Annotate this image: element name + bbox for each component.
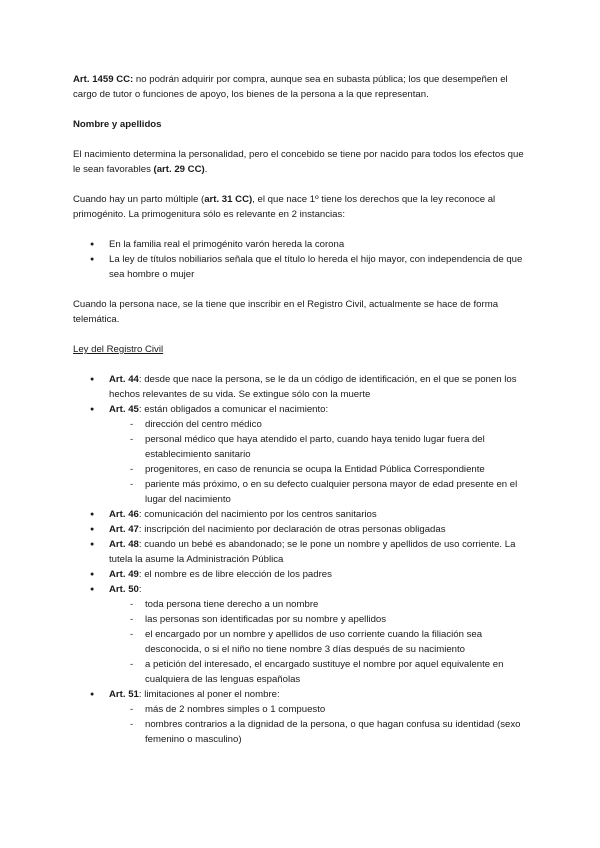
article-text: : el nombre es de libre elección de los padres bbox=[138, 569, 332, 580]
article-item bbox=[73, 537, 528, 567]
article-ref: Art. 46 bbox=[109, 509, 139, 520]
paragraph-text: . bbox=[204, 164, 208, 175]
article-item bbox=[73, 522, 528, 537]
sub-list-item: - toda persona tiene derecho a un nombre bbox=[109, 597, 528, 612]
sub-list-item: - a petición del interesado, el encargado sustituye el nombre por aquel equivalente en cualquiera de las lenguas españolas bbox=[109, 657, 528, 687]
sub-list-item: - dirección del centro médico bbox=[109, 417, 528, 432]
document-page bbox=[73, 72, 528, 747]
article-ref: Art. 50 bbox=[109, 584, 139, 595]
article-ref: Art. 47 bbox=[109, 524, 139, 535]
list-item: ● La ley de títulos nobiliarios señala que el título lo hereda el hijo mayor, con independencia de que sea hombre o mujer bbox=[73, 252, 528, 282]
article-text: : comunicación del nacimiento por los centros sanitarios bbox=[138, 509, 377, 520]
article-item bbox=[73, 567, 528, 582]
article-ref: Art. 1459 CC: bbox=[73, 74, 134, 85]
paragraph-art-1459 bbox=[73, 72, 528, 102]
sub-list bbox=[109, 597, 528, 687]
paragraph-parto-multiple bbox=[73, 192, 528, 222]
paragraph-text: , el que nace 1º tiene los derechos que la ley reconoce al primogénito. La primogenitura sólo es relevante en 2 instancias: bbox=[73, 194, 496, 220]
sub-list-item: - el encargado por un nombre y apellidos de uso corriente cuando la filiación sea desconocida, o si el niño no tiene nombre 3 días después de su nacimiento bbox=[109, 627, 528, 657]
section-heading-ley-registro: Ley del Registro Civil bbox=[73, 344, 164, 355]
article-text: : bbox=[138, 584, 142, 595]
article-item bbox=[73, 402, 528, 507]
sub-list bbox=[109, 702, 528, 747]
article-item bbox=[73, 507, 528, 522]
paragraph-text: El nacimiento determina la personalidad, pero el concebido se tiene por nacido para todos los efectos que le sean favorables bbox=[73, 149, 524, 175]
article-text: : cuando un bebé es abandonado; se le pone un nombre y apellidos de uso corriente. La tutela la asume la Administración Pública bbox=[109, 539, 516, 565]
article-text: : desde que nace la persona, se le da un código de identificación, en el que se ponen los hechos relevantes de su vida. Se extingue sólo con la muerte bbox=[109, 374, 517, 400]
article-text: : inscripción del nacimiento por declaración de otras personas obligadas bbox=[138, 524, 446, 535]
primogenitura-list bbox=[73, 237, 528, 282]
article-ref: Art. 48 bbox=[109, 539, 139, 550]
article-ref: Art. 45 bbox=[109, 404, 139, 415]
article-ref: Art. 44 bbox=[109, 374, 139, 385]
section-heading-nombre: Nombre y apellidos bbox=[73, 119, 162, 130]
article-text: : están obligados a comunicar el nacimiento: bbox=[138, 404, 329, 415]
article-text: : limitaciones al poner el nombre: bbox=[138, 689, 280, 700]
article-ref: art. 31 CC) bbox=[204, 194, 253, 205]
article-ref: Art. 51 bbox=[109, 689, 139, 700]
paragraph-nacimiento bbox=[73, 147, 528, 177]
sub-list-item: - nombres contrarios a la dignidad de la persona, o que hagan confusa su identidad (sexo femenino o masculino) bbox=[109, 717, 528, 747]
sub-list-item: - pariente más próximo, o en su defecto cualquier persona mayor de edad presente en el lugar del nacimiento bbox=[109, 477, 528, 507]
article-item bbox=[73, 687, 528, 747]
sub-list-item: - más de 2 nombres simples o 1 compuesto bbox=[109, 702, 528, 717]
paragraph-text: no podrán adquirir por compra, aunque sea en subasta pública; los que desempeñen el cargo de tutor o funciones de apoyo, los bienes de la persona a la que representan. bbox=[73, 74, 508, 100]
list-item: ● En la familia real el primogénito varón hereda la corona bbox=[73, 237, 528, 252]
sub-list-item: - las personas son identificadas por su nombre y apellidos bbox=[109, 612, 528, 627]
article-ref: (art. 29 CC) bbox=[153, 164, 205, 175]
sub-list-item: - progenitores, en caso de renuncia se ocupa la Entidad Pública Correspondiente bbox=[109, 462, 528, 477]
article-ref: Art. 49 bbox=[109, 569, 139, 580]
sub-list-item: - personal médico que haya atendido el parto, cuando haya tenido lugar fuera del establecimiento sanitario bbox=[109, 432, 528, 462]
paragraph-registro: Cuando la persona nace, se la tiene que inscribir en el Registro Civil, actualmente se hace de forma telemática. bbox=[73, 299, 499, 325]
paragraph-text: Cuando hay un parto múltiple ( bbox=[73, 194, 205, 205]
article-item bbox=[73, 372, 528, 402]
articles-list bbox=[73, 372, 528, 747]
sub-list bbox=[109, 417, 528, 507]
article-item bbox=[73, 582, 528, 687]
